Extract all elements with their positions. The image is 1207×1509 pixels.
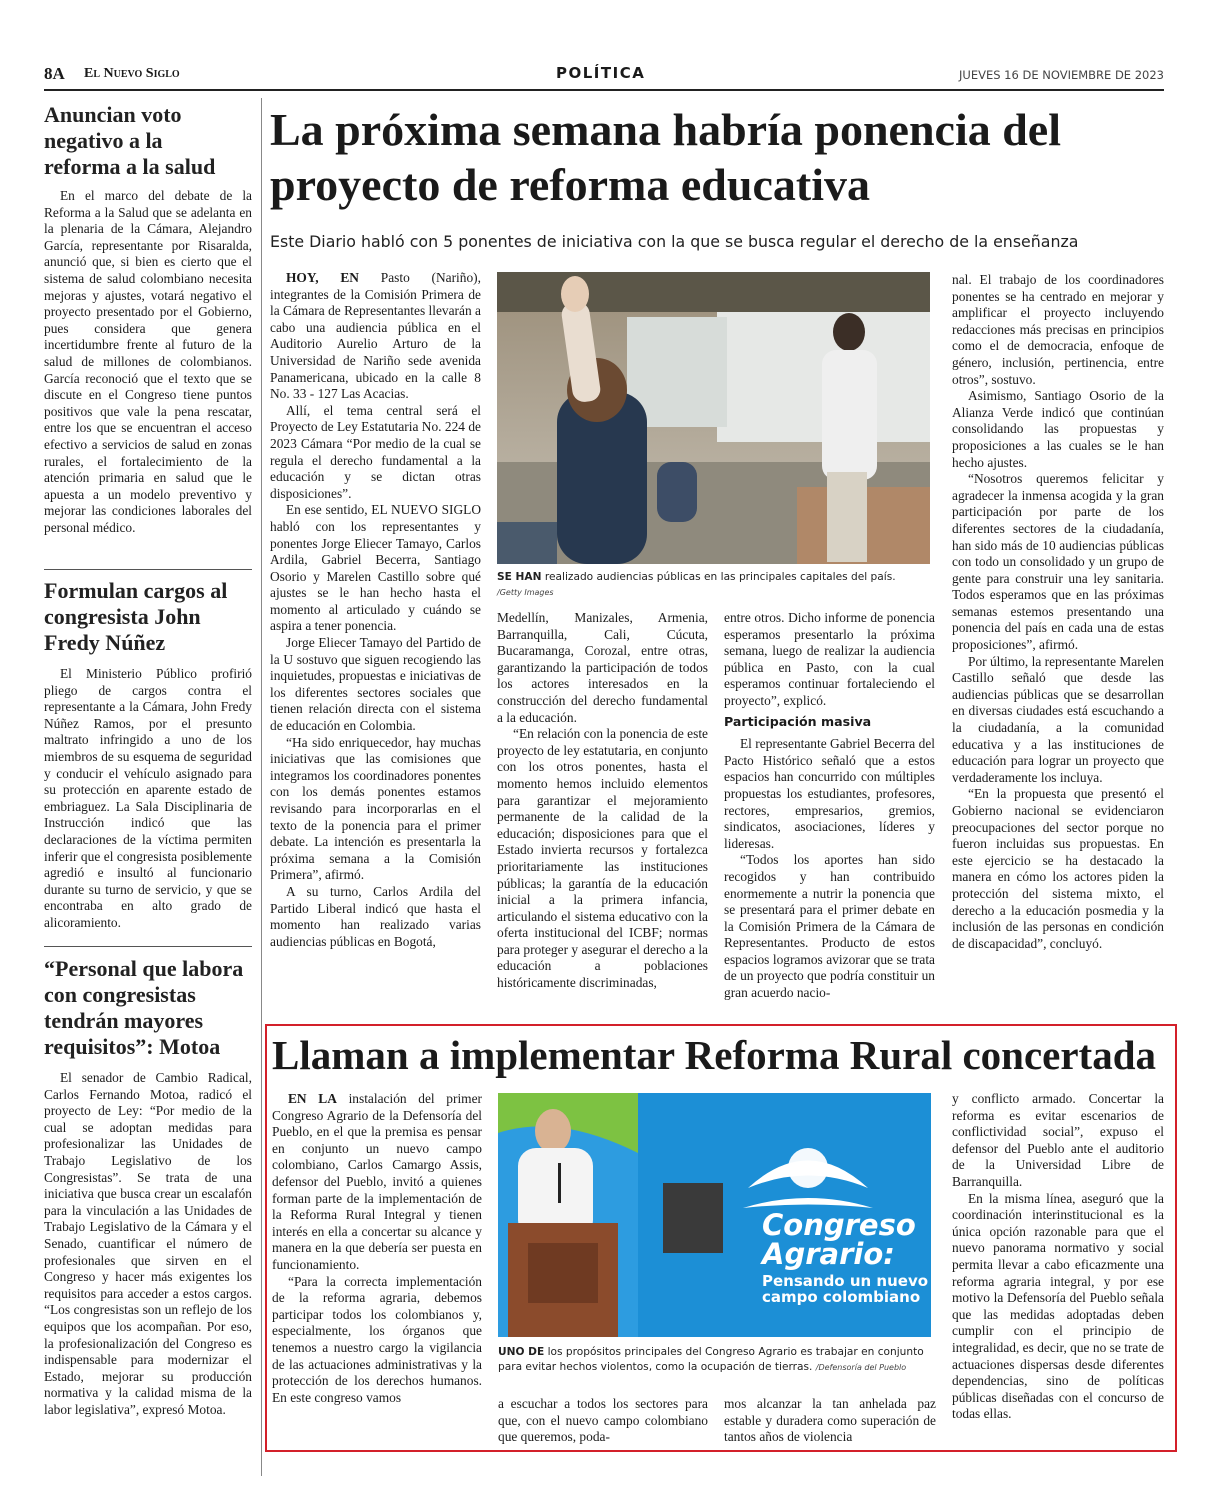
sidebar-headline-2: Formulan cargos al congresista John Fredy Núñez [44,578,228,655]
main-col2-p2: “En relación con la ponencia de este proyecto de ley estatutaria, en conjunto con los otros ponentes, hasta el momento hemos incluido elementos para garantizar el mejoramiento permanente de la calidad de la educación; disposiciones para que el Estado invierta recursos y fortalezca prioritariamente las instituciones públicas; la garantía de la educación inicial a la primera infancia, articulando el sistema educativo con la oferta institucional del ICBF; normas para proteger y asegurar el derecho a la educación a poblaciones históricamente discriminadas, [497,726,708,991]
issue-date: JUEVES 16 DE NOVIEMBRE DE 2023 [959,68,1164,82]
main-lead-in: HOY, EN [286,270,359,285]
main-column-3 [724,610,935,1018]
main-col4-p2: Asimismo, Santiago Osorio de la Alianza Verde indicó que continúan consolidando las propuestas y proposiciones a las cuales se le han hecho ajustes. [952,388,1164,470]
main-col1-p3: En ese sentido, EL NUEVO SIGLO habló con los representantes y ponentes Jorge Eliecer Tamayo, Carlos Ardila, Gabriel Becerra, Santiago Osorio y Marelen Castillo sobre qué ajustes se le han hecho hasta el momento al articulado y cuándo se aspira a tener ponencia. [270,502,481,634]
classroom-illustration [497,272,930,564]
main-subhead: Participación masiva [724,713,872,729]
second-col3-p1: mos alcanzar la tan anhelada paz estable y duradera como superación de tantos años de violencia [724,1396,936,1445]
sidebar-divider [261,98,262,1476]
second-column-1 [272,1091,482,1443]
sidebar-body-1: En el marco del debate de la Reforma a la Salud que se adelanta en la plenaria de la Cámara, Alejandro García, representante por Risaralda, anunció que, si bien es cierto que el sistema de salud colombiano necesita mejoras y ajustes, votará negativo el proyecto presentado por el Gobierno, pues considera que genera incertidumbre frente al futuro de la salud de millones de colombianos. García reconoció que el texto que se discute en el Congreso tiene puntos positivos que vale la pena rescatar, entre los que se encuentran el acceso efectivo a servicios de salud en zonas rurales, el fortalecimiento de la atención primaria en salud que le apuesta a un modelo preventivo y mejorar las condiciones laborales del personal médico. [44,188,252,535]
main-photo-credit: /Getty Images [497,588,554,597]
main-column-2 [497,610,708,1018]
main-col1-p4: Jorge Eliecer Tamayo del Partido de la U sostuvo que siguen recogiendo las inquietudes, propuestas e iniciativas de los diferentes sectores sociales que tienen relación directa con el sistema de educación en Colombia. [270,635,481,734]
main-col4-p3: “Nosotros queremos felicitar y agradecer la inmensa acogida y la gran participación por parte de los diferentes sectores de la ciudadanía, han sido más de 10 audiencias públicas con todo un consolidado y un grupo de gente para construir una ley sanitaria. Todos esperamos que en las próximas semanas estemos presentando una ponencia del país en cada una de estas proposiciones”, afirmó. [952,471,1164,653]
second-col4-p1: y conflicto armado. Concertar la reforma es evitar escenarios de conflictividad social”, expuso el defensor del Pueblo ante el auditorio de la Universidad Libre de Barranquilla. [952,1091,1164,1189]
main-caption-lead: SE HAN [497,571,542,583]
section-name: POLÍTICA [556,64,646,82]
sidebar-headline-3: “Personal que labora con congresistas tendrán mayores requisitos”: Motoa [44,956,244,1059]
main-col1-p2: Allí, el tema central será el Proyecto de Ley Estatutaria No. 224 de 2023 Cámara “Por medio de la cual se regula el derecho fundamental a la educación y se dictan otras disposiciones”. [270,402,481,501]
classroom-photo [497,272,930,564]
header-rule [44,89,1164,91]
second-col2-p1: a escuchar a todos los sectores para que, con el nuevo campo colombiano que queremos, poda- [498,1396,708,1445]
second-col1-p1: instalación del primer Congreso Agrario de la Defensoría del Pueblo, en el que la premisa es pensar en conjunto un nuevo campo colombiano, Carlos Camargo Assis, defensor del Pueblo, invitó a quienes forman parte de la implementación de la Reforma Rural Integral y tienen interés en ella a concertar su alcance y manera en la que debería ser puesta en funcionamiento. [272,1091,482,1272]
second-column-4 [952,1091,1164,1443]
sidebar-headline-1: Anuncian voto negativo a la reforma a la salud [44,102,216,179]
second-headline: Llaman a implementar Reforma Rural concertada [272,1032,1157,1078]
sidebar-story-3 [44,956,252,1418]
main-col3-p2: El representante Gabriel Becerra del Pacto Histórico señaló que a estos espacios han concurrido con múltiples propuestas los estudiantes, profesores, rectores, empresarios, gremios, sindicatos, asociaciones, líderes y lideresas. [724,736,935,851]
main-subheadline: Este Diario habló con 5 ponentes de iniciativa con la que se busca regular el derecho de la enseñanza [270,232,1079,251]
main-caption-text: realizado audiencias públicas en las principales capitales del país. [544,571,896,583]
sidebar-rule-2 [44,946,252,947]
main-col3-p1: entre otros. Dicho informe de ponencia esperamos presentarlo la próxima semana, luego de realizar la audiencia pública en Pasto, con la cual esperamos continuar fortaleciendo el proyecto”, explicó. [724,610,935,708]
second-photo-credit: /Defensoría del Pueblo [815,1363,907,1372]
main-col4-p4: Por último, la representante Marelen Castillo señaló que desde las audiencias públicas que se desarrollan en diversas ciudades está escuchando a la ciudadanía, a la comunidad educativa y a las instituciones de educación para lograr un proyecto que verdaderamente los incluya. [952,653,1164,785]
second-column-2 [498,1396,708,1444]
main-col2-p1: Medellín, Manizales, Armenia, Barranquilla, Cali, Cúcuta, Bucaramanga, Corozal, entre otras, garantizando la participación de todos los actores interesados en la construcción del derecho fundamental a la educación. [497,610,708,725]
main-headline: La próxima semana habría ponencia del proyecto de reforma educativa [270,104,1062,210]
sidebar-body-2: El Ministerio Público profirió pliego de cargos contra el representante a la Cámara, John Fredy Núñez Ramos, por el presunto maltrato infringido a uno de los miembros de su esquema de seguridad y conducir el vehículo asignado para su protección en aparente estado de embriaguez. La Sala Disciplinaria de Instrucción indicó que las declaraciones de la víctima permiten inferir que el congresista posiblemente agredió e insultó al funcionario durante su turno de servicio, y que se encontraba en alto grado de alicoramiento. [44,666,252,930]
main-col1-p6: A su turno, Carlos Ardila del Partido Liberal indicó que hasta el momento han realizado varias audiencias públicas en Bogotá, [270,883,481,949]
main-col4-p5: “En la propuesta que presentó el Gobierno nacional se evidenciaron preocupaciones del sector porque no fueron incluidas sus propuestas. En este ejercicio se ha destacado la manera en cómo los actores piden la protección del sistema mixto, el derecho a la educación posmedia y la inclusión de las personas en condición de discapacidad”, concluyó. [952,786,1164,951]
banner-line-1: Congreso [762,1208,916,1242]
main-col3-p3: “Todos los aportes han sido recogidos y han contribuido enormemente a nutrir la ponencia que se presentará para el primer debate en la Comisión Primera de la Cámara de Representantes. Producto de estos espacios logramos avizorar que se trata de un proyecto que podría constituir un gran acuerdo nacio- [724,852,935,1001]
sidebar-story-2 [44,578,252,932]
second-lead-in: EN LA [288,1091,337,1106]
second-caption-lead: UNO DE [498,1346,545,1358]
main-column-1 [270,270,481,1018]
banner-line-4: campo colombiano [762,1288,921,1306]
main-column-4 [952,272,1164,951]
page-number: 8A [44,64,65,83]
sidebar-rule-1 [44,569,252,570]
second-column-3 [724,1396,936,1444]
main-col1-p5: “Ha sido enriquecedor, hay muchas iniciativas que las comisiones que integramos los coordinadores ponentes con los demás ponentes estamos revisando para incorporarlas en el texto de la ponencia para el primer debate. La intención es presentarla la próxima semana a la Comisión Primera”, afirmó. [270,734,481,883]
sidebar-story-1 [44,102,252,536]
second-caption-text: los propósitos principales del Congreso Agrario es trabajar en conjunto para evitar hechos violentos, como la ocupación de tierras. [498,1346,924,1373]
banner-line-2: Agrario: [762,1237,895,1271]
main-col4-p1: nal. El trabajo de los coordinadores ponentes se ha centrado en mejorar y amplificar el proyecto incluyendo redacciones más precisas en principios como el de democracia, enfoque de género, inclusión, pertinencia, entre otros”, sostuvo. [952,272,1164,387]
second-photo-caption [498,1345,931,1375]
sidebar-body-3: El senador de Cambio Radical, Carlos Fernando Motoa, radicó el proyecto de Ley: “Por medio de la cual se adoptan medidas para profesionalizar las Unidades de Trabajo Legislativo de los Congresistas”. Se trata de una iniciativa que busca crear un escalafón para la vinculación a las Unidades de Trabajo Legislativo de la Cámara y el Senado, cuantificar el número de profesionales que sirven en el Congreso y hacer más exigentes los requisitos para acceder a estos cargos. “Los congresistas son un reflejo de los equipos que los acompañan. Por eso, la profesionalización del Congreso es indispensable para modernizar el Estado, mejorar su producción normativa y la calidad misma de la labor legislativa”, expresó Motoa. [44,1070,252,1417]
second-col1-p2: “Para la correcta implementación de la reforma agraria, debemos participar todos los colombianos y, especialmente, los órganos que tenemos a nuestro cargo la vigilancia de las actuaciones administrativas y la protección de los derechos humanos. En este congreso vamos [272,1273,482,1405]
second-col4-p2: En la misma línea, aseguró que la coordinación interinstitucional es la única opción razonable para que el nuevo panorama normativo y social permita llevar a cabo eficazmente una reforma agraria integral, y por ese motivo la Defensoría del Pueblo señala que las medidas adoptadas deben cumplir con el principio de integralidad, es decir, que no se trate de actuaciones dispersas desde diferentes dependencias, sino de políticas públicas diseñadas con el concurso de todas ellas. [952,1190,1164,1422]
main-photo-caption [497,570,930,600]
main-col1-p1: Pasto (Nariño), integrantes de la Comisión Primera de la Cámara de Representantes llevarán a cabo una audiencia pública en el Auditorio Aurelio Arturo de la Universidad de Nariño sede avenida Panamericana, ubicado en la calle 8 No. 33 - 127 Las Acacias. [270,270,481,402]
page-header [44,64,1164,90]
banner-line-3: Pensando un nuevo [762,1272,929,1290]
paper-name: El Nuevo Siglo [84,66,180,81]
congress-photo [498,1093,931,1337]
